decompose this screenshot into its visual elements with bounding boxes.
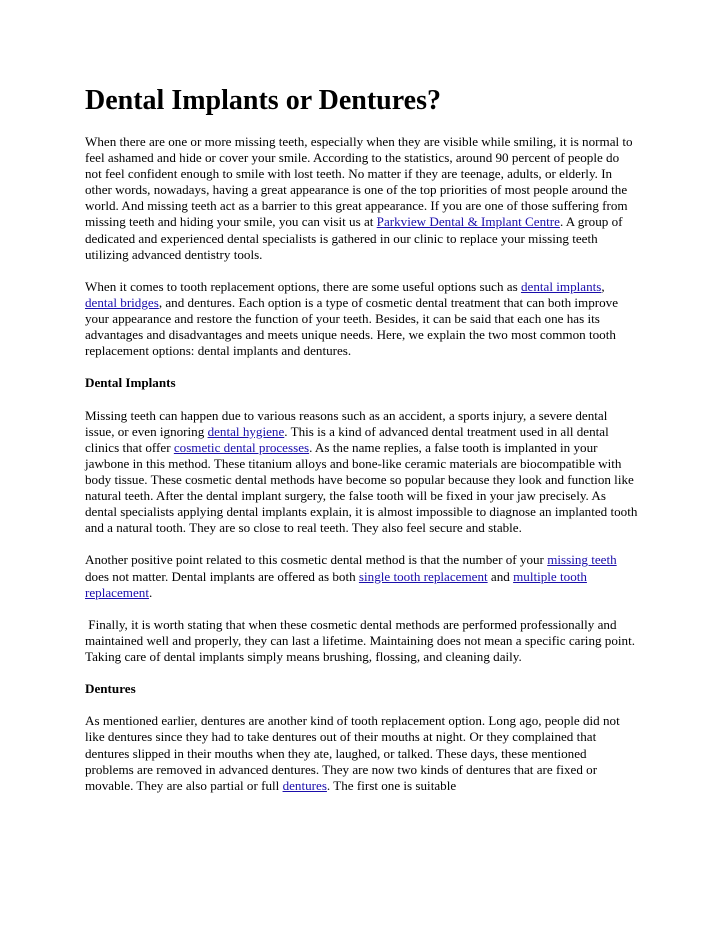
dentures-paragraph [85, 713, 638, 793]
dental-bridges-link[interactable]: dental bridges [85, 294, 159, 310]
missing-teeth-link[interactable]: missing teeth [547, 552, 617, 568]
cosmetic-dental-processes-link[interactable]: cosmetic dental processes [173, 439, 310, 455]
section-heading-implants: Dental Implants [85, 375, 176, 391]
parkview-link[interactable]: Parkview Dental & Implant Centre [376, 214, 560, 230]
dental-implants-link[interactable]: dental implants [520, 278, 602, 294]
text-span: . The first one is suitable [326, 777, 457, 793]
text-span: , and dentures. Each option is a type of cosmetic dental treatment that can both improve your appearance and restore the function of your teeth. Besides, it can be said that each one has its advantages and disadvantages and meets unique needs. Here, we explain the two most common tooth replacement options: dental implants and dentures. [85, 294, 619, 359]
missing-teeth-paragraph [85, 552, 638, 600]
options-paragraph [85, 279, 638, 359]
text-span: . [148, 584, 153, 600]
text-span: does not matter. Dental implants are offered as both [85, 568, 359, 584]
dentures-link[interactable]: dentures [282, 777, 327, 793]
multiple-tooth-replacement-link[interactable]: multiple tooth replacement [85, 568, 587, 600]
text-span: Another positive point related to this cosmetic dental method is that the number of your [85, 552, 548, 568]
text-span: When it comes to tooth replacement options, there are some useful options such as [85, 278, 521, 294]
implants-paragraph [85, 408, 638, 537]
section-heading-dentures: Dentures [85, 681, 136, 697]
text-span: As mentioned earlier, dentures are another kind of tooth replacement option. Long ago, people did not like dentures since they had to take dentures out of their mouths at night. Or they complained that dentures slipped in their mouths when they ate, laughed, or talked. These days, these mentioned problems are removed in advanced dentures. They are now two kinds of dentures that are fixed or movable. They are also partial or full [85, 713, 620, 793]
document-page [85, 84, 638, 810]
text-span: . A group of dedicated and experienced dental specialists is gathered in our clinic to replace your missing teeth utilizing advanced dentistry tools. [85, 214, 623, 262]
page-title: Dental Implants or Dentures? [85, 85, 441, 116]
intro-paragraph [85, 134, 638, 263]
text-span: and [487, 568, 514, 584]
dental-hygiene-link[interactable]: dental hygiene [207, 423, 285, 439]
text-span: , [601, 278, 605, 294]
text-span: When there are one or more missing teeth, especially when they are visible while smiling, it is normal to feel ashamed and hide or cover your smile. According to the statistics, around 90 percent of people do not feel confident enough to smile with lost teeth. No matter if they are teenage, adults, or elderly. In other words, nowadays, having a great appearance is one of the top priorities of most people around the world. And missing teeth act as a barrier to this great appearance. If you are one of those suffering from missing teeth and hiding your smile, you can visit us at [85, 134, 633, 230]
single-tooth-replacement-link[interactable]: single tooth replacement [358, 568, 488, 584]
lifetime-paragraph: Finally, it is worth stating that when these cosmetic dental methods are performed professionally and maintained well and properly, they can last a lifetime. Maintaining does not mean a specific caring point. Taking care of dental implants simply means brushing, flossing, and cleaning daily. [85, 616, 639, 664]
text-span: Missing teeth can happen due to various reasons such as an accident, a sports injury, a severe dental issue, or even ignoring [85, 407, 608, 439]
text-span: . As the name replies, a false tooth is implanted in your jawbone in this method. These titanium alloys and bone-like ceramic materials are biocompatible with body tissue. These cosmetic dental methods have become so popular because they look and function like natural teeth. After the dental implant surgery, the false tooth will be fixed in your jaw precisely. As dental specialists applying dental implants explain, it is almost impossible to diagnose an implanted tooth and a natural tooth. They are so close to real teeth. They also feel secure and stable. [85, 439, 638, 536]
text-span: . This is a kind of advanced dental treatment used in all dental clinics that offer [85, 423, 609, 455]
